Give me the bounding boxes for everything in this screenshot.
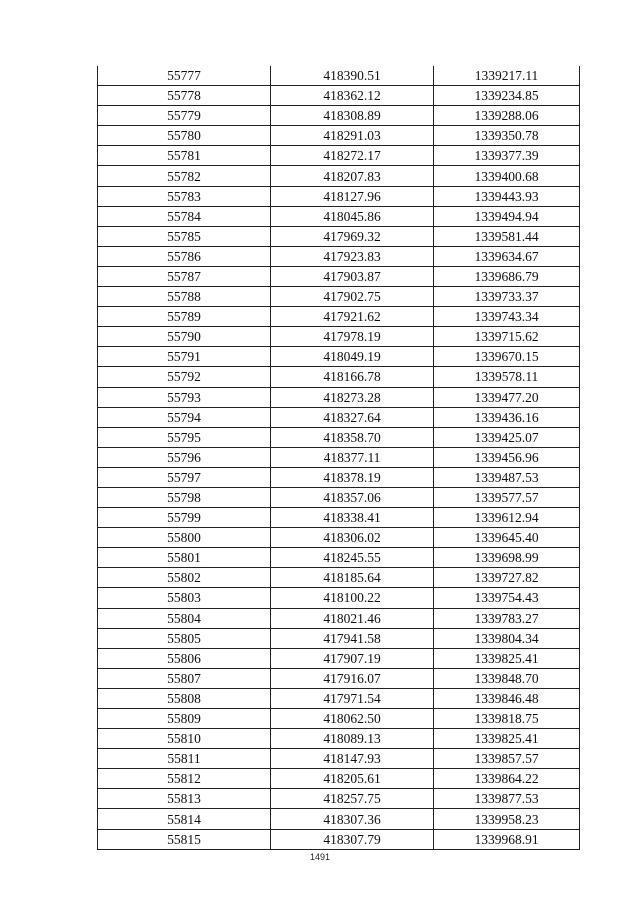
- y-coordinate-cell: 1339857.57: [434, 749, 580, 769]
- point-id-cell: 55814: [98, 809, 271, 829]
- y-coordinate-cell: 1339848.70: [434, 668, 580, 688]
- y-coordinate-cell: 1339686.79: [434, 266, 580, 286]
- table-row: [98, 206, 580, 226]
- point-id-cell: 55808: [98, 688, 271, 708]
- x-coordinate-cell: 418306.02: [271, 528, 434, 548]
- table-row: [98, 608, 580, 628]
- table-row: [98, 146, 580, 166]
- point-id-cell: 55799: [98, 508, 271, 528]
- table-row: [98, 287, 580, 307]
- y-coordinate-cell: 1339288.06: [434, 106, 580, 126]
- table-row: [98, 508, 580, 528]
- x-coordinate-cell: 418358.70: [271, 427, 434, 447]
- point-id-cell: 55783: [98, 186, 271, 206]
- table-row: [98, 246, 580, 266]
- x-coordinate-cell: 417978.19: [271, 327, 434, 347]
- y-coordinate-cell: 1339477.20: [434, 387, 580, 407]
- table-row: [98, 407, 580, 427]
- point-id-cell: 55813: [98, 789, 271, 809]
- point-id-cell: 55804: [98, 608, 271, 628]
- y-coordinate-cell: 1339846.48: [434, 688, 580, 708]
- point-id-cell: 55790: [98, 327, 271, 347]
- y-coordinate-cell: 1339456.96: [434, 447, 580, 467]
- x-coordinate-cell: 418166.78: [271, 367, 434, 387]
- x-coordinate-cell: 418378.19: [271, 467, 434, 487]
- x-coordinate-cell: 418390.51: [271, 66, 434, 86]
- y-coordinate-cell: 1339494.94: [434, 206, 580, 226]
- point-id-cell: 55801: [98, 548, 271, 568]
- point-id-cell: 55800: [98, 528, 271, 548]
- y-coordinate-cell: 1339804.34: [434, 628, 580, 648]
- point-id-cell: 55793: [98, 387, 271, 407]
- x-coordinate-cell: 418377.11: [271, 447, 434, 467]
- y-coordinate-cell: 1339825.41: [434, 729, 580, 749]
- x-coordinate-cell: 417907.19: [271, 648, 434, 668]
- table-row: [98, 307, 580, 327]
- x-coordinate-cell: 418147.93: [271, 749, 434, 769]
- x-coordinate-cell: 418308.89: [271, 106, 434, 126]
- y-coordinate-cell: 1339400.68: [434, 166, 580, 186]
- table-row: [98, 226, 580, 246]
- point-id-cell: 55806: [98, 648, 271, 668]
- coordinate-table: [97, 66, 580, 850]
- x-coordinate-cell: 418045.86: [271, 206, 434, 226]
- y-coordinate-cell: 1339670.15: [434, 347, 580, 367]
- point-id-cell: 55787: [98, 266, 271, 286]
- table-row: [98, 668, 580, 688]
- point-id-cell: 55789: [98, 307, 271, 327]
- y-coordinate-cell: 1339581.44: [434, 226, 580, 246]
- y-coordinate-cell: 1339612.94: [434, 508, 580, 528]
- y-coordinate-cell: 1339377.39: [434, 146, 580, 166]
- table-row: [98, 829, 580, 849]
- y-coordinate-cell: 1339743.34: [434, 307, 580, 327]
- x-coordinate-cell: 417971.54: [271, 688, 434, 708]
- x-coordinate-cell: 417916.07: [271, 668, 434, 688]
- table-row: [98, 809, 580, 829]
- point-id-cell: 55812: [98, 769, 271, 789]
- point-id-cell: 55798: [98, 487, 271, 507]
- table-row: [98, 648, 580, 668]
- y-coordinate-cell: 1339487.53: [434, 467, 580, 487]
- x-coordinate-cell: 418127.96: [271, 186, 434, 206]
- table-row: [98, 106, 580, 126]
- x-coordinate-cell: 418338.41: [271, 508, 434, 528]
- table-row: [98, 327, 580, 347]
- y-coordinate-cell: 1339425.07: [434, 427, 580, 447]
- point-id-cell: 55786: [98, 246, 271, 266]
- point-id-cell: 55785: [98, 226, 271, 246]
- x-coordinate-cell: 418257.75: [271, 789, 434, 809]
- x-coordinate-cell: 418089.13: [271, 729, 434, 749]
- y-coordinate-cell: 1339877.53: [434, 789, 580, 809]
- y-coordinate-cell: 1339958.23: [434, 809, 580, 829]
- y-coordinate-cell: 1339864.22: [434, 769, 580, 789]
- x-coordinate-cell: 418357.06: [271, 487, 434, 507]
- table-row: [98, 86, 580, 106]
- table-row: [98, 367, 580, 387]
- table-row: [98, 528, 580, 548]
- table-row: [98, 568, 580, 588]
- table-row: [98, 749, 580, 769]
- point-id-cell: 55777: [98, 66, 271, 86]
- point-id-cell: 55794: [98, 407, 271, 427]
- y-coordinate-cell: 1339578.11: [434, 367, 580, 387]
- x-coordinate-cell: 417903.87: [271, 266, 434, 286]
- table-row: [98, 467, 580, 487]
- point-id-cell: 55810: [98, 729, 271, 749]
- table-row: [98, 769, 580, 789]
- y-coordinate-cell: 1339733.37: [434, 287, 580, 307]
- x-coordinate-cell: 418307.36: [271, 809, 434, 829]
- point-id-cell: 55791: [98, 347, 271, 367]
- point-id-cell: 55805: [98, 628, 271, 648]
- x-coordinate-cell: 418362.12: [271, 86, 434, 106]
- x-coordinate-cell: 418272.17: [271, 146, 434, 166]
- y-coordinate-cell: 1339577.57: [434, 487, 580, 507]
- point-id-cell: 55778: [98, 86, 271, 106]
- point-id-cell: 55797: [98, 467, 271, 487]
- y-coordinate-cell: 1339825.41: [434, 648, 580, 668]
- x-coordinate-cell: 417921.62: [271, 307, 434, 327]
- point-id-cell: 55811: [98, 749, 271, 769]
- y-coordinate-cell: 1339645.40: [434, 528, 580, 548]
- y-coordinate-cell: 1339727.82: [434, 568, 580, 588]
- table-row: [98, 347, 580, 367]
- x-coordinate-cell: 418049.19: [271, 347, 434, 367]
- table-row: [98, 729, 580, 749]
- point-id-cell: 55807: [98, 668, 271, 688]
- x-coordinate-cell: 418205.61: [271, 769, 434, 789]
- table-row: [98, 548, 580, 568]
- x-coordinate-cell: 418245.55: [271, 548, 434, 568]
- point-id-cell: 55779: [98, 106, 271, 126]
- x-coordinate-cell: 418273.28: [271, 387, 434, 407]
- y-coordinate-cell: 1339634.67: [434, 246, 580, 266]
- x-coordinate-cell: 418327.64: [271, 407, 434, 427]
- y-coordinate-cell: 1339715.62: [434, 327, 580, 347]
- x-coordinate-cell: 418207.83: [271, 166, 434, 186]
- coordinate-table-body: [98, 66, 580, 849]
- y-coordinate-cell: 1339436.16: [434, 407, 580, 427]
- x-coordinate-cell: 417969.32: [271, 226, 434, 246]
- table-row: [98, 628, 580, 648]
- table-row: [98, 688, 580, 708]
- table-row: [98, 447, 580, 467]
- y-coordinate-cell: 1339443.93: [434, 186, 580, 206]
- point-id-cell: 55780: [98, 126, 271, 146]
- table-row: [98, 789, 580, 809]
- point-id-cell: 55784: [98, 206, 271, 226]
- x-coordinate-cell: 417902.75: [271, 287, 434, 307]
- coordinate-table-container: [97, 66, 579, 850]
- point-id-cell: 55809: [98, 709, 271, 729]
- x-coordinate-cell: 418307.79: [271, 829, 434, 849]
- point-id-cell: 55803: [98, 588, 271, 608]
- table-row: [98, 709, 580, 729]
- point-id-cell: 55796: [98, 447, 271, 467]
- point-id-cell: 55815: [98, 829, 271, 849]
- y-coordinate-cell: 1339234.85: [434, 86, 580, 106]
- point-id-cell: 55802: [98, 568, 271, 588]
- table-row: [98, 186, 580, 206]
- table-row: [98, 266, 580, 286]
- y-coordinate-cell: 1339350.78: [434, 126, 580, 146]
- point-id-cell: 55795: [98, 427, 271, 447]
- y-coordinate-cell: 1339698.99: [434, 548, 580, 568]
- point-id-cell: 55788: [98, 287, 271, 307]
- table-row: [98, 427, 580, 447]
- y-coordinate-cell: 1339754.43: [434, 588, 580, 608]
- table-row: [98, 588, 580, 608]
- x-coordinate-cell: 418291.03: [271, 126, 434, 146]
- table-row: [98, 126, 580, 146]
- x-coordinate-cell: 418185.64: [271, 568, 434, 588]
- point-id-cell: 55782: [98, 166, 271, 186]
- point-id-cell: 55781: [98, 146, 271, 166]
- x-coordinate-cell: 418021.46: [271, 608, 434, 628]
- page-number: 1491: [309, 852, 331, 862]
- table-row: [98, 166, 580, 186]
- x-coordinate-cell: 417941.58: [271, 628, 434, 648]
- x-coordinate-cell: 417923.83: [271, 246, 434, 266]
- y-coordinate-cell: 1339968.91: [434, 829, 580, 849]
- y-coordinate-cell: 1339217.11: [434, 66, 580, 86]
- table-row: [98, 487, 580, 507]
- point-id-cell: 55792: [98, 367, 271, 387]
- y-coordinate-cell: 1339783.27: [434, 608, 580, 628]
- y-coordinate-cell: 1339818.75: [434, 709, 580, 729]
- x-coordinate-cell: 418100.22: [271, 588, 434, 608]
- x-coordinate-cell: 418062.50: [271, 709, 434, 729]
- table-row: [98, 66, 580, 86]
- table-row: [98, 387, 580, 407]
